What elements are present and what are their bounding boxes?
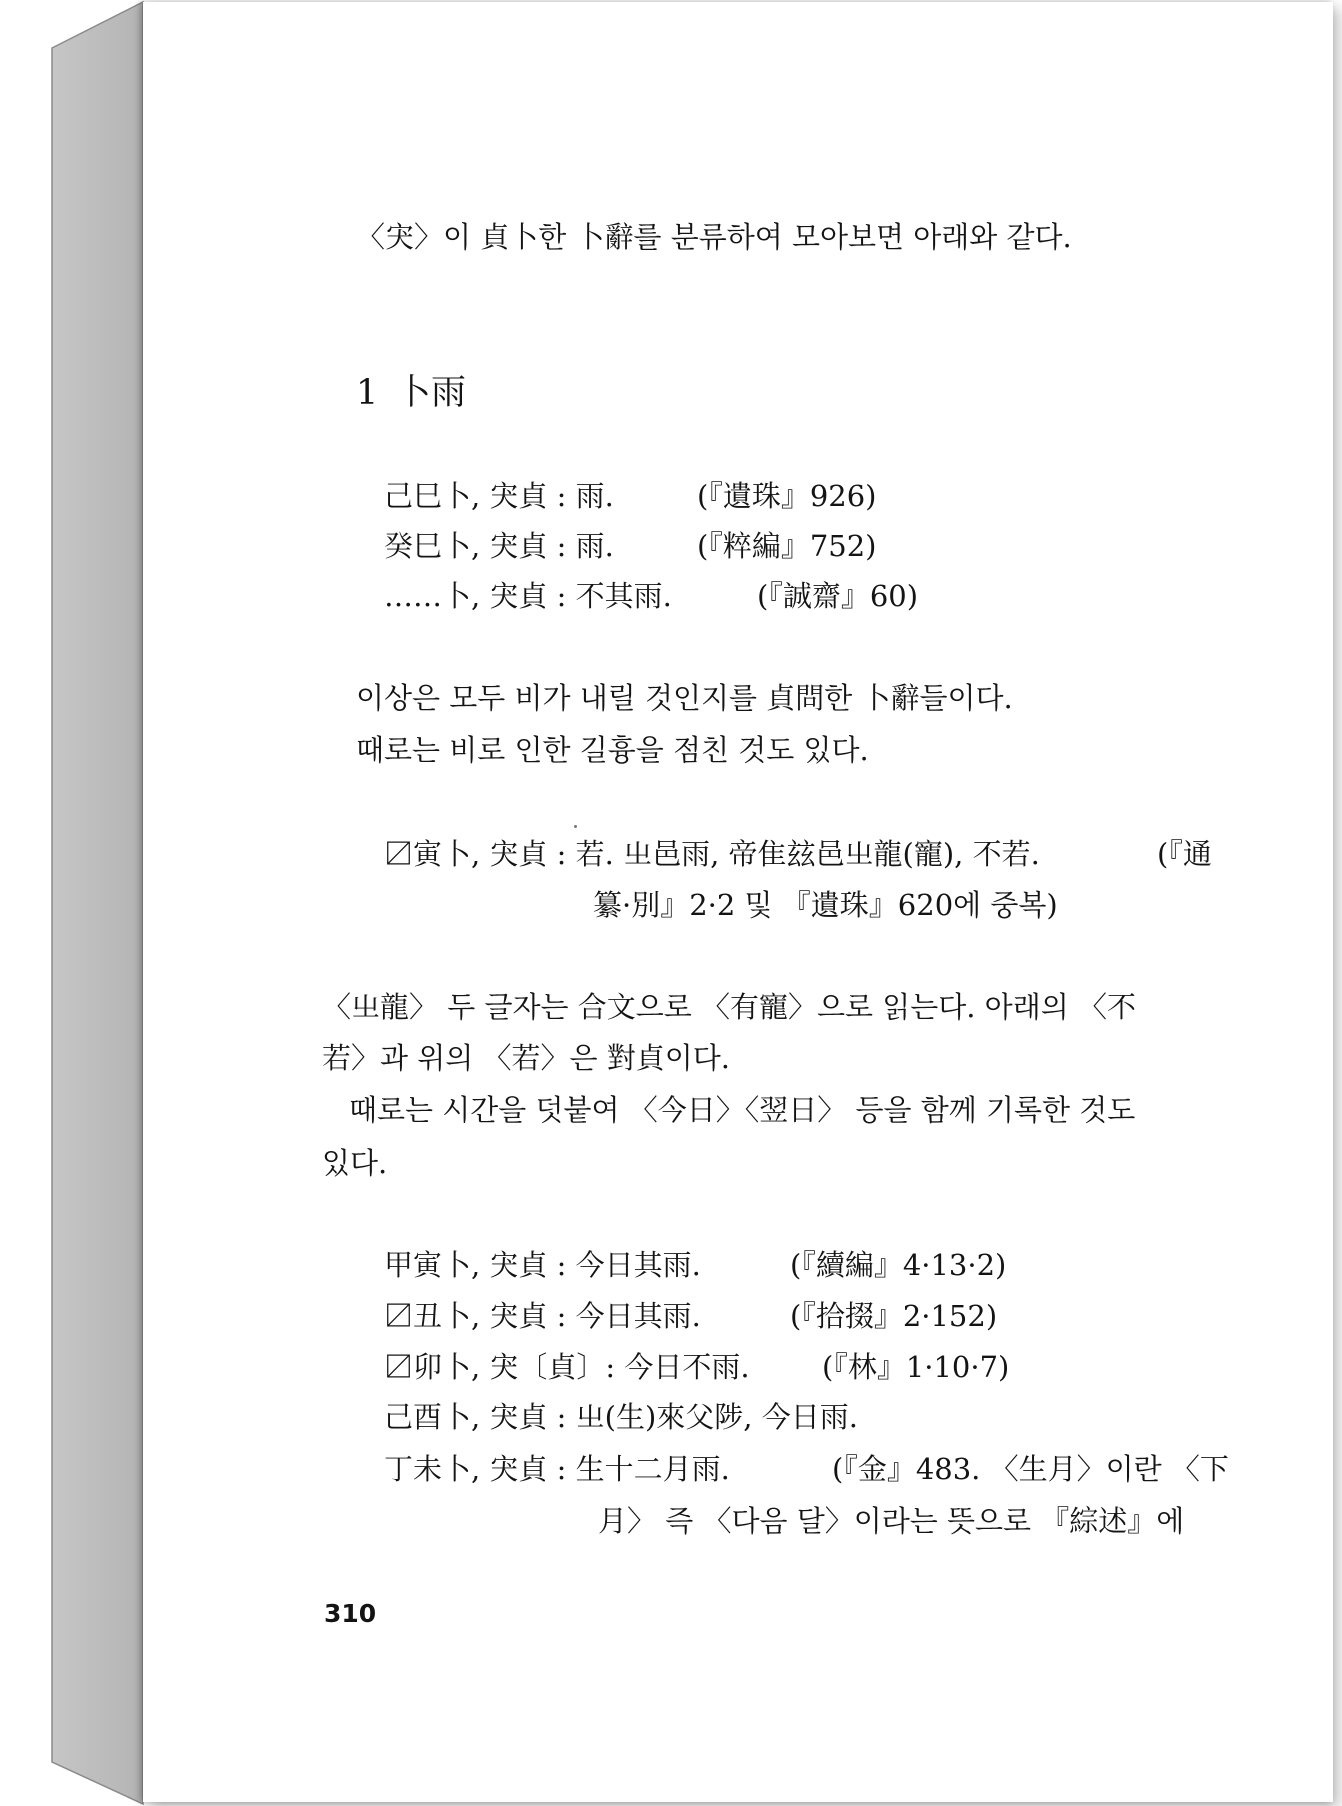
inscription-line: ……卜, 宊貞 : 不其雨. <box>384 579 672 613</box>
inscription-reference: (『金』483. 〈生月〉이란 〈下 <box>832 1452 1229 1486</box>
inscription-line: 癸巳卜, 宊貞 : 雨. <box>384 529 614 563</box>
inscription-line: 己酉卜, 宊貞 : 㞢(生)來父陟, 今日雨. <box>384 1400 858 1434</box>
inscription-reference: (『林』1·10·7) <box>822 1350 1010 1384</box>
paragraph-line: 이상은 모두 비가 내릴 것인지를 貞問한 卜辭들이다. <box>356 681 1013 715</box>
print-speck <box>574 825 577 828</box>
inscription-reference: (『續編』4·13·2) <box>790 1248 1007 1282</box>
inscription-line: 甲寅卜, 宊貞 : 今日其雨. <box>384 1248 701 1282</box>
inscription-reference: (『粹編』752) <box>697 529 877 563</box>
inscription-reference-continued: 月〉 즉 〈다음 달〉이라는 뜻으로 『綜述』에 <box>598 1504 1185 1538</box>
section-title: 卜雨 <box>396 373 467 413</box>
inscription-line: 丁未卜, 宊貞 : 生十二月雨. <box>384 1452 730 1486</box>
inscription-reference-continued: 纂·別』2·2 및 『遺珠』620에 중복) <box>593 888 1058 922</box>
section-number: 1 <box>356 373 379 413</box>
intro-text: 〈宊〉이 貞卜한 卜辭를 분류하여 모아보면 아래와 같다. <box>356 220 1072 254</box>
paragraph-line: 〈㞢龍〉 두 글자는 合文으로 〈有寵〉으로 읽는다. 아래의 〈不 <box>322 990 1136 1024</box>
page-number: 310 <box>324 1599 377 1628</box>
paragraph-line: 때로는 시간을 덧붙여 〈今日〉〈翌日〉 등을 함께 기록한 것도 <box>349 1093 1136 1127</box>
inscription-line: 己巳卜, 宊貞 : 雨. <box>384 479 614 513</box>
book-spine <box>0 0 150 1806</box>
inscription-reference: (『拾掇』2·152) <box>790 1299 998 1333</box>
inscription-reference: (『通 <box>1157 837 1212 871</box>
inscription-line: 〼寅卜, 宊貞 : 若. 㞢邑雨, 帝隹玆邑㞢龍(寵), 不若. <box>384 837 1040 871</box>
paragraph-line: 若〉과 위의 〈若〉은 對貞이다. <box>322 1041 730 1075</box>
inscription-line: 〼卯卜, 宊〔貞〕: 今日不雨. <box>384 1350 750 1384</box>
inscription-reference: (『遺珠』926) <box>697 479 877 513</box>
inscription-line: 〼丑卜, 宊貞 : 今日其雨. <box>384 1299 701 1333</box>
inscription-reference: (『誠齋』60) <box>757 579 919 613</box>
paragraph-line: 있다. <box>322 1146 388 1180</box>
paragraph-line: 때로는 비로 인한 길흉을 점친 것도 있다. <box>356 733 869 767</box>
